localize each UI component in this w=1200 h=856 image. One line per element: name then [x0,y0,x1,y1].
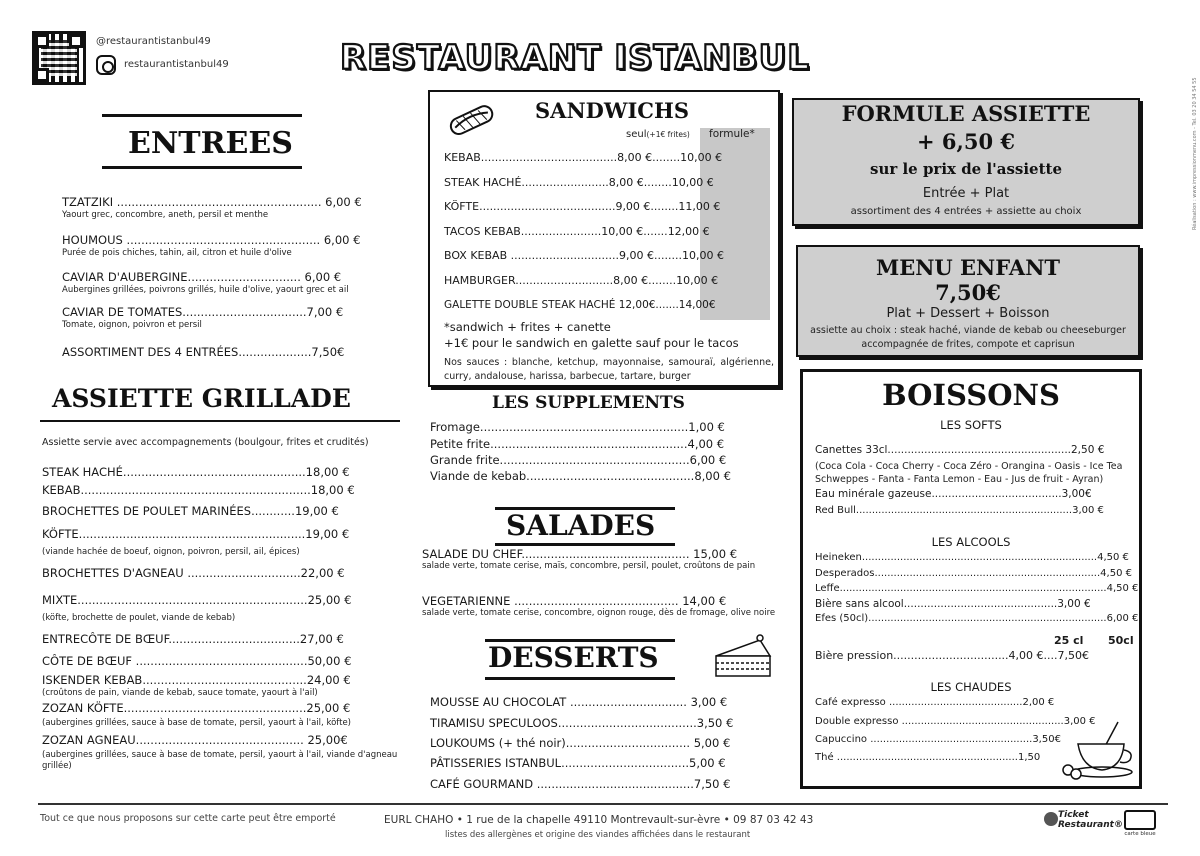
drink-item: Eau minérale gazeuse.......................................3,00€ [815,488,1092,500]
menu-item: SALADE DU CHEF.............................................. 15,00 € [422,547,738,561]
menu-item: KEBAB...............................................................18,00 € [42,483,355,497]
dessert-item: TIRAMISU SPECULOOS......................................3,50 € [430,716,734,730]
divider [40,420,400,422]
menu-item: CAVIAR DE TOMATES..................................7,00 € [62,305,344,319]
formule-price: + 6,50 € [917,129,1015,154]
dessert-item: PÂTISSERIES ISTANBUL...................................5,00 € [430,756,726,770]
drink-item: Bière pression.................................4,00 €....7,50€ [815,649,1090,662]
menu-item: ZOZAN KÖFTE..................................................25,00 € [42,701,351,715]
sandwich-item: STEAK HACHÉ.........................8,00 €........10,00 € [444,176,714,189]
sandwich-item: TACOS KEBAB.......................10,00 €.......12,00 € [444,225,710,238]
menu-item: STEAK HACHÉ..................................................18,00 € [42,465,350,479]
menu-item: KÖFTE..............................................................19,00 € [42,527,350,541]
menu-enfant-price: 7,50€ [935,280,1001,305]
menu-item: MIXTE...............................................................25,00 € [42,593,352,607]
instagram-icon [96,55,116,75]
menu-item: ISKENDER KEBAB.............................................24,00 € [42,673,351,687]
drink-item: Red Bull....................................................................3,00 € [815,505,1104,516]
footer-divider [38,803,1168,805]
drink-desc: Schweppes - Fanta - Fanta Lemon - Eau - Jus de fruit - Ayran) [815,474,1104,485]
col-50cl: 50cl [1108,634,1134,647]
menu-item: ASSORTIMENT DES 4 ENTRÉES....................7,50€ [62,345,345,359]
cake-slice-icon [712,634,774,682]
drink-item: Double expresso ...................................................3,00 € [815,716,1096,727]
boissons-title: BOISSONS [882,378,1060,412]
takeaway-note: Tout ce que nous proposons sur cette carte peut être emporté [40,813,336,824]
dessert-item: MOUSSE AU CHOCOLAT ................................ 3,00 € [430,695,728,709]
drink-desc: (Coca Cola - Coca Cherry - Coca Zéro - Orangina - Oasis - Ice Tea [815,461,1123,472]
item-description: Yaourt grec, concombre, aneth, persil et menthe [62,210,269,220]
item-description: Purée de pois chiches, tahin, ail, citron et huile d'olive [62,248,292,258]
assiette-intro: Assiette servie avec accompagnements (boulgour, frites et crudités) [42,437,369,448]
menu-item: CÔTE DE BŒUF ...............................................50,00 € [42,654,352,668]
drink-item: Desperados.......................................................................4,50 € [815,568,1132,579]
item-description: Tomate, oignon, poivron et persil [62,320,202,330]
item-description: (aubergines grillées, sauce à base de tomate, persil, yaourt à l'ail, köfte) [42,718,351,728]
drink-item: Heineken..........................................................................4,50 € [815,552,1129,563]
sandwichs-title: SANDWICHS [535,98,689,123]
col-formule: formule* [709,128,755,140]
dessert-item: CAFÉ GOURMAND ...........................................7,50 € [430,777,731,791]
ticket-restaurant-logo-icon [1044,812,1058,826]
footer-allergens: listes des allergènes et origine des viandes affichées dans le restaurant [445,830,751,840]
carte-bleue-label: carte bleue [1124,831,1156,837]
divider [485,677,675,680]
supplement-item: Viande de kebab..............................................8,00 € [430,469,731,483]
divider [102,166,302,169]
ticket-restaurant-logo: Ticket Restaurant® [1058,810,1123,830]
drink-item: Café expresso ..........................................2,00 € [815,697,1055,708]
item-description: (aubergines grillées, sauce à base de tomate, persil, yaourt à l'ail, viande d'agneau grillée) [42,750,398,771]
menu-enfant-title: MENU ENFANT [875,255,1061,280]
item-description: (viande hachée de boeuf, oignon, poivron, persil, ail, épices) [42,547,300,557]
sauces-list: Nos sauces : blanche, ketchup, mayonnaise, samouraï, algérienne, curry, andalouse, harissa, barbecue, tartare, burger [444,357,774,382]
item-description: (croûtons de pain, viande de kebab, sauce tomate, yaourt à l'ail) [42,688,318,698]
menu-item: BROCHETTES D'AGNEAU ...............................22,00 € [42,566,345,580]
formule-subtitle: sur le prix de l'assiette [870,160,1062,178]
chaudes-title: LES CHAUDES [930,680,1012,694]
coffee-cup-icon [1058,718,1138,780]
menu-item: TZATZIKI ........................................................ 6,00 € [62,195,362,209]
supplement-item: Grande frite....................................................6,00 € [430,453,727,467]
sandwich-item: KEBAB.......................................8,00 €........10,00 € [444,151,723,164]
formule-description: assortiment des 4 entrées + assiette au choix [850,206,1082,217]
drink-item: Bière sans alcool..............................................3,00 € [815,598,1091,610]
sandwich-note: +1€ pour le sandwich en galette sauf pour le tacos [444,336,739,350]
alcools-title: LES ALCOOLS [931,535,1011,549]
instagram-handle: restaurantistanbul49 [124,59,229,70]
menu-item: HOUMOUS ..................................................... 6,00 € [62,233,361,247]
entrees-title: ENTREES [128,126,293,161]
menu-item: BROCHETTES DE POULET MARINÉES............19,00 € [42,504,339,518]
formule-title: FORMULE ASSIETTE [841,101,1091,126]
divider [495,543,675,546]
menu-enfant-desc: assiette au choix : steak haché, viande de kebab ou cheeseburger [810,325,1126,336]
item-description: salade verte, tomate cerise, maïs, concombre, persil, poulet, croûtons de pain [422,561,756,571]
menu-item: ENTRECÔTE DE BŒUF....................................27,00 € [42,632,344,646]
col-seul: seul(+1€ frites) [626,129,690,140]
assiette-title: ASSIETTE GRILLADE [52,384,351,413]
sandwich-item: BOX KEBAB ...............................9,00 €........10,00 € [444,249,724,262]
salades-title: SALADES [506,509,656,542]
sandwich-item: HAMBURGER............................8,00 €........10,00 € [444,274,719,287]
dessert-item: LOUKOUMS (+ thé noir).................................. 5,00 € [430,736,731,750]
item-description: (köfte, brochette de poulet, viande de kebab) [42,613,236,623]
drink-item: Capuccino ...................................................3,50€ [815,734,1061,745]
menu-item: CAVIAR D'AUBERGINE............................... 6,00 € [62,270,342,284]
menu-item: ZOZAN AGNEAU.............................................. 25,00€ [42,733,348,747]
facebook-handle: @restaurantistanbul49 [96,36,211,47]
supplement-item: Fromage.........................................................1,00 € [430,420,725,434]
qr-code [32,31,86,85]
softs-title: LES SOFTS [940,418,1002,432]
restaurant-title: RESTAURANT ISTANBUL [340,38,810,78]
desserts-title: DESSERTS [488,641,659,674]
sandwich-icon [446,100,498,142]
menu-enfant-desc: accompagnée de frites, compote et caprisun [861,339,1075,350]
printer-credit: Réalisation : www.impressionmenu.com - Tel. 03 20 34 54 55 [1192,77,1198,230]
sandwich-item: GALETTE DOUBLE STEAK HACHÉ 12,00€.......14,00€ [444,299,716,311]
sandwich-note: *sandwich + frites + canette [444,320,611,334]
drink-item: Leffe....................................................................................4,50 € [815,583,1139,594]
item-description: salade verte, tomate cerise, concombre, oignon rouge, dès de fromage, olive noire [422,608,776,618]
drink-item: Efes (50cl)...........................................................................6,00 € [815,613,1139,624]
supplement-item: Petite frite......................................................4,00 € [430,437,725,451]
item-description: Aubergines grillées, poivrons grillés, huile d'olive, yaourt grec et ail [62,285,349,295]
carte-bleue-logo-icon [1124,810,1156,830]
drink-item: Canettes 33cl.......................................................2,50 € [815,444,1105,456]
col-25cl: 25 cl [1054,634,1084,647]
supplements-title: LES SUPPLEMENTS [492,393,685,413]
footer-address: EURL CHAHO • 1 rue de la chapelle 49110 Montrevault-sur-èvre • 09 87 03 42 43 [384,814,814,826]
divider [102,114,302,117]
menu-item: VEGETARIENNE ............................................. 14,00 € [422,594,727,608]
formule-content: Entrée + Plat [922,186,1010,201]
menu-enfant-content: Plat + Dessert + Boisson [886,306,1050,321]
drink-item: Thé .........................................................1,50 [815,752,1041,763]
sandwich-item: KÖFTE.......................................9,00 €........11,00 € [444,200,721,213]
